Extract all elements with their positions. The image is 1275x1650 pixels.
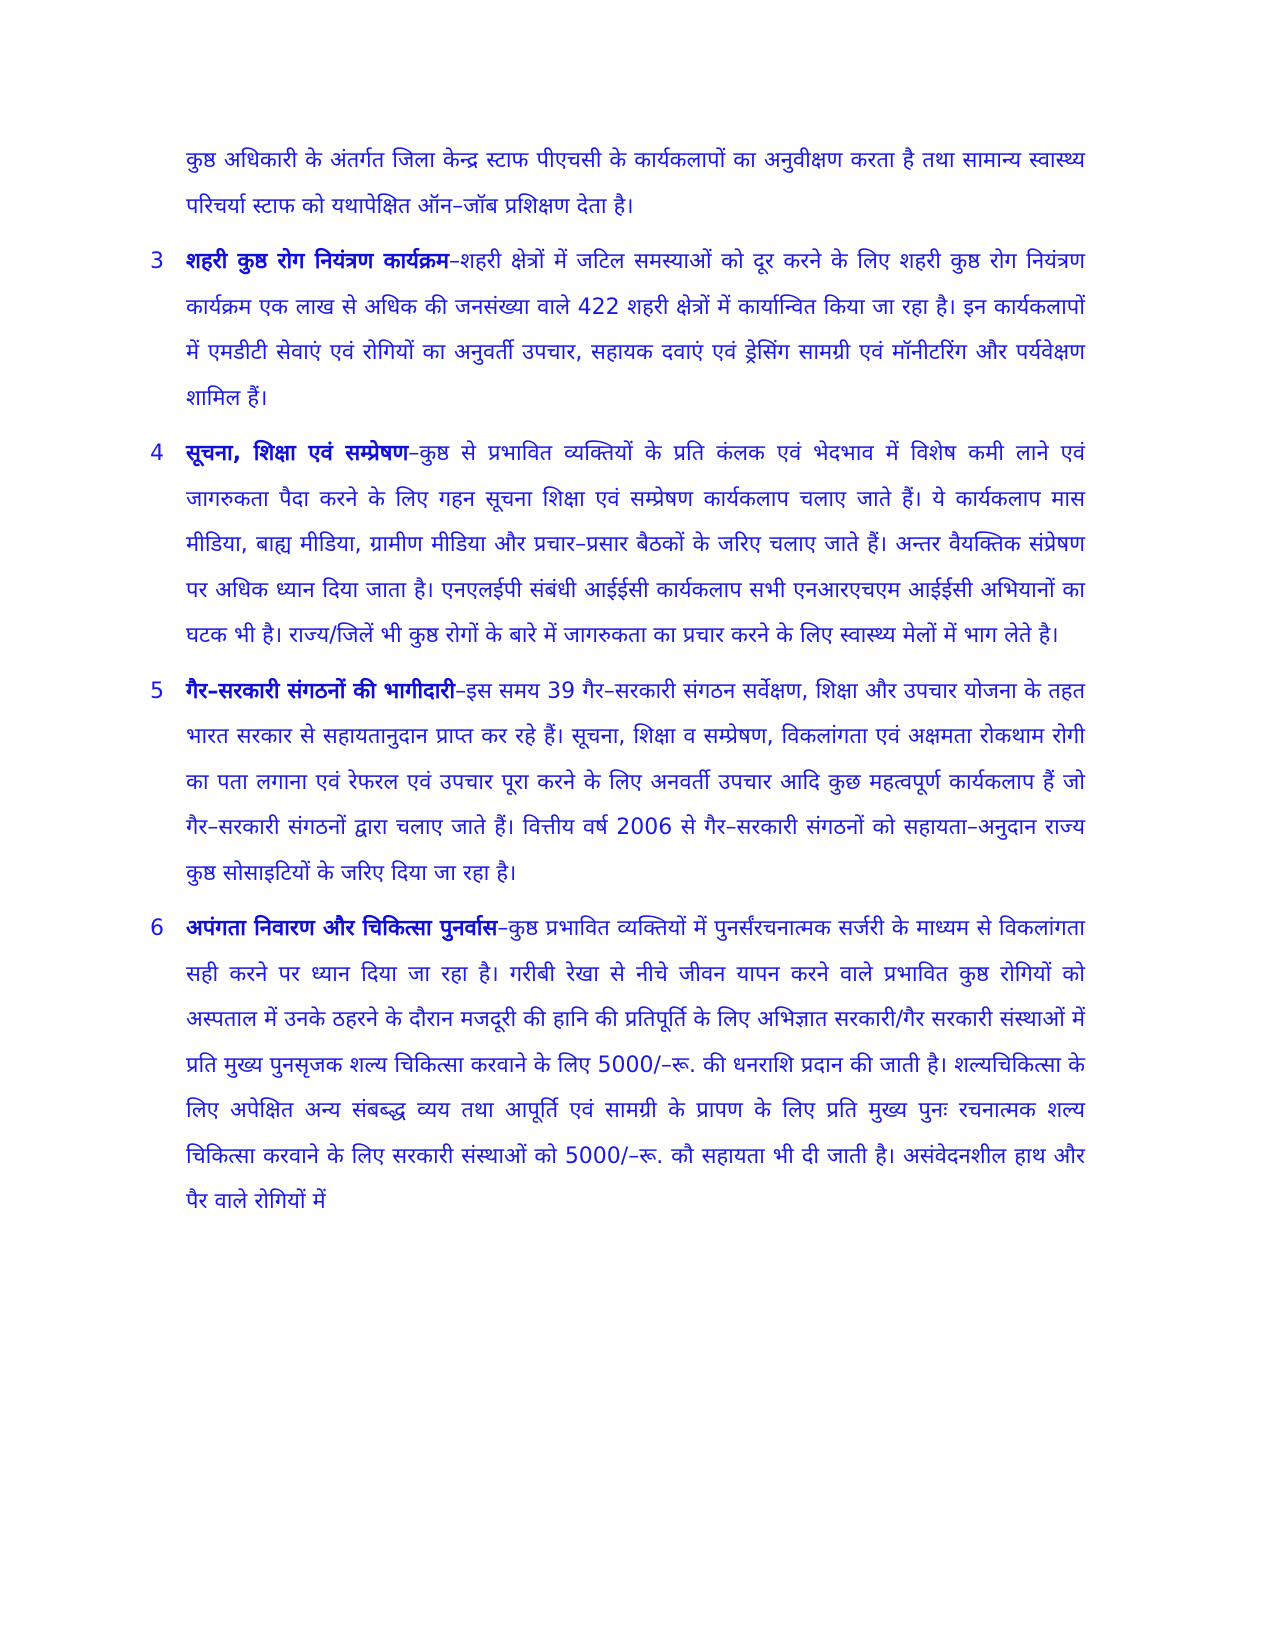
paragraph-text: –कुष्ठ प्रभावित व्यक्तियों में पुनर्संरचनात्मक सर्जरी के माध्यम से विकलांगता सही करने पर ध्यान दिया जा रहा है। गरीबी रेखा से नीचे जीवन यापन करने वाले प्रभावित कुष्ठ रोगियों को अस्पताल में उनके ठहरने के दौरान मजदूरी की हानि की प्रतिपूर्ति के लिए अभिज्ञात सरकारी/गैर सरकारी संस्थाओं में प्रति मुख्य पुनसृजक शल्य चिकित्सा करवाने के लिए 5000/–रू. की धनराशि प्रदान की जाती है। शल्यचिकित्सा के लिए अपेक्षित अन्य संबब्द्ध व्यय तथा आपूर्ति एवं सामग्री के प्रापण के लिए प्रति मुख्य पुनः रचनात्मक शल्य चिकित्सा करवाने के लिए सरकारी संस्थाओं को 5000/–रू. कौ सहायता भी दी जाती है। असंवेदनशील हाथ और पैर वाले रोगियों में: [186, 916, 1085, 1214]
paragraph-continuation: [150, 138, 1085, 229]
paragraph-disability-rehabilitation: [150, 906, 1085, 1225]
document-body: [150, 138, 1085, 1225]
paragraph-urban-leprosy-control: [150, 239, 1085, 421]
paragraph-number: 3: [150, 249, 164, 274]
paragraph-text: –कुष्ठ से प्रभावित व्यक्तियों के प्रति कंलक एवं भेदभाव में विशेष कमी लाने एवं जागरुकता पैदा करने के लिए गहन सूचना शिक्षा एवं सम्प्रेषण कार्यकलाप चलाए जाते हैं। ये कार्यकलाप मास मीडिया, बाह्य मीडिया, ग्रामीण मीडिया और प्रचार–प्रसार बैठकों के जरिए चलाए जाते हैं। अन्तर वैयक्तिक संप्रेषण पर अधिक ध्यान दिया जाता है। एनएलईपी संबंधी आईईसी कार्यकलाप सभी एनआरएचएम आईईसी अभियानों का घटक भी है। राज्य/जिलें भी कुष्ठ रोगों के बारे में जागरुकता का प्रचार करने के लिए स्वास्थ्य मेलों में भाग लेते है।: [186, 441, 1085, 648]
paragraph-heading: सूचना, शिक्षा एवं सम्प्रेषण: [186, 441, 409, 466]
paragraph-ngo-participation: [150, 669, 1085, 897]
paragraph-iec: [150, 431, 1085, 659]
paragraph-text: –इस समय 39 गैर–सरकारी संगठन सर्वेक्षण, शिक्षा और उपचार योजना के तहत भारत सरकार से सहायतानुदान प्राप्त कर रहे हैं। सूचना, शिक्षा व सम्प्रेषण, विकलांगता एवं अक्षमता रोकथाम रोगी का पता लगाना एवं रेफरल एवं उपचार पूरा करने के लिए अनवर्ती उपचार आदि कुछ महत्वपूर्ण कार्यकलाप हैं जो गैर–सरकारी संगठनों द्वारा चलाए जाते हैं। वित्तीय वर्ष 2006 से गैर–सरकारी संगठनों को सहायता–अनुदान राज्य कुष्ठ सोसाइटियों के जरिए दिया जा रहा है।: [186, 678, 1086, 886]
paragraph-number: 5: [150, 678, 164, 704]
paragraph-text: कुष्ठ अधिकारी के अंतर्गत जिला केन्द्र स्टाफ पीएचसी के कार्यकलापों का अनुवीक्षण करता है तथा सामान्य स्वास्थ्य परिचर्या स्टाफ को यथापेक्षित ऑन–जॉब प्रशिक्षण देता है।: [186, 148, 1085, 219]
paragraph-heading: शहरी कुष्ठ रोग नियंत्रण कार्यक्रम: [186, 249, 449, 274]
paragraph-number: 4: [150, 441, 164, 466]
paragraph-heading: गैर–सरकारी संगठनों की भागीदारी: [186, 678, 456, 704]
paragraph-text: –शहरी क्षेत्रों में जटिल समस्याओं को दूर करने के लिए शहरी कुष्ठ रोग नियंत्रण कार्यक्रम एक लाख से अधिक की जनसंख्या वाले 422 शहरी क्षेत्रों में कार्यान्वित किया जा रहा है। इन कार्यकलापों में एमडीटी सेवाएं एवं रोगियों का अनुवर्ती उपचार, सहायक दवाएं एवं ड्रेसिंग सामग्री एवं मॉनीटरिंग और पर्यवेक्षण शामिल हैं।: [186, 249, 1085, 411]
paragraph-heading: अपंगता निवारण और चिकित्सा पुनर्वास: [186, 916, 498, 941]
paragraph-number: 6: [150, 916, 164, 941]
